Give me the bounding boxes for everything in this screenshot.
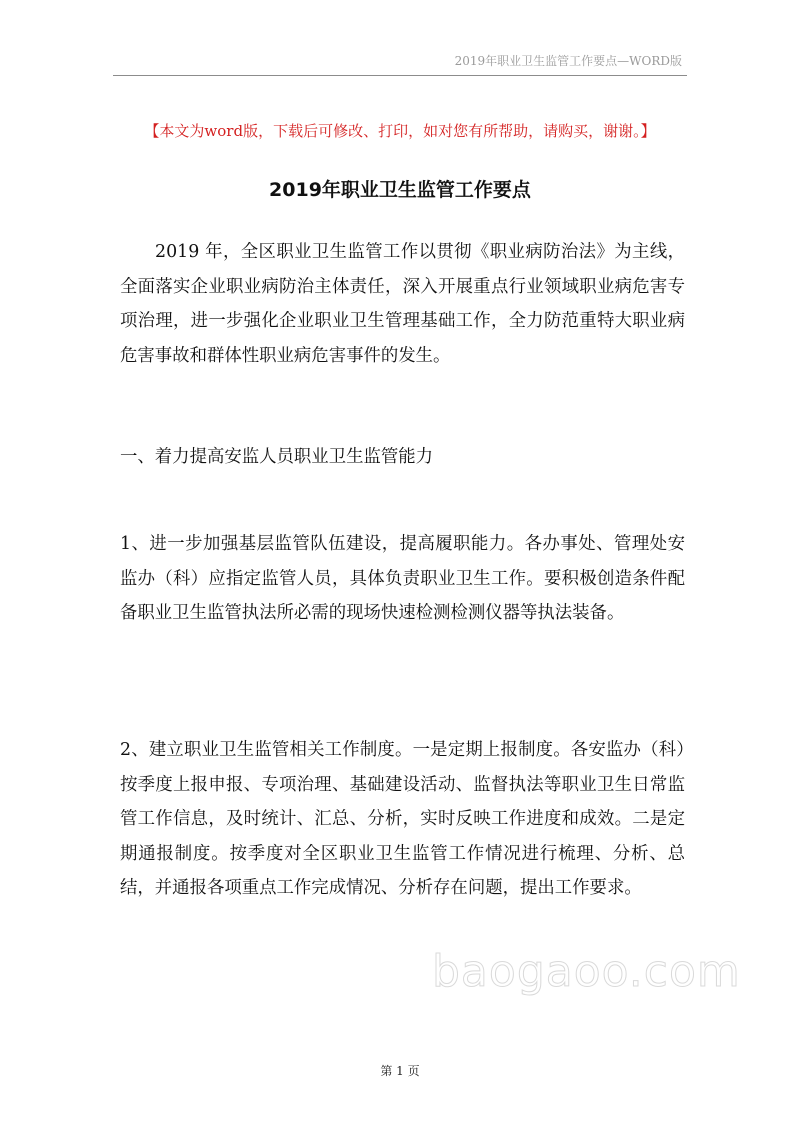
list-item: 1、进一步加强基层监管队伍建设，提高履职能力。各办事处、管理处安监办（科）应指定监管人员，具体负责职业卫生工作。要积极创造条件配备职业卫生监管执法所必需的现场快速检测检测仪器等执法装备。 [120,534,685,623]
watermark: baogaoo.com [432,946,741,997]
running-header: 2019年职业卫生监管工作要点—WORD版 [454,54,682,68]
list-item: 2、建立职业卫生监管相关工作制度。一是定期上报制度。各安监办（科）按季度上报申报、专项治理、基础建设活动、监督执法等职业卫生日常监管工作信息，及时统计、汇总、分析，实时反映工作进度和成效。二是定期通报制度。按季度对全区职业卫生监管工作情况进行梳理、分析、总结，并通报各项重点工作完成情况、分析存在问题，提出工作要求。 [120,740,685,898]
page-number: 第 1 页 [380,1064,420,1078]
section-heading: 一、着力提高安监人员职业卫生监管能力 [120,447,434,467]
document-title: 2019年职业卫生监管工作要点 [269,179,531,201]
download-notice: 【本文为word版，下载后可修改、打印，如对您有所帮助，请购买，谢谢。】 [144,122,656,140]
intro-paragraph: 2019 年，全区职业卫生监管工作以贯彻《职业病防治法》为主线，全面落实企业职业病防治主体责任，深入开展重点行业领域职业病危害专项治理，进一步强化企业职业卫生管理基础工作，全力防范重特大职业病危害事故和群体性职业病危害事件的发生。 [120,242,685,366]
header-divider [113,75,687,76]
